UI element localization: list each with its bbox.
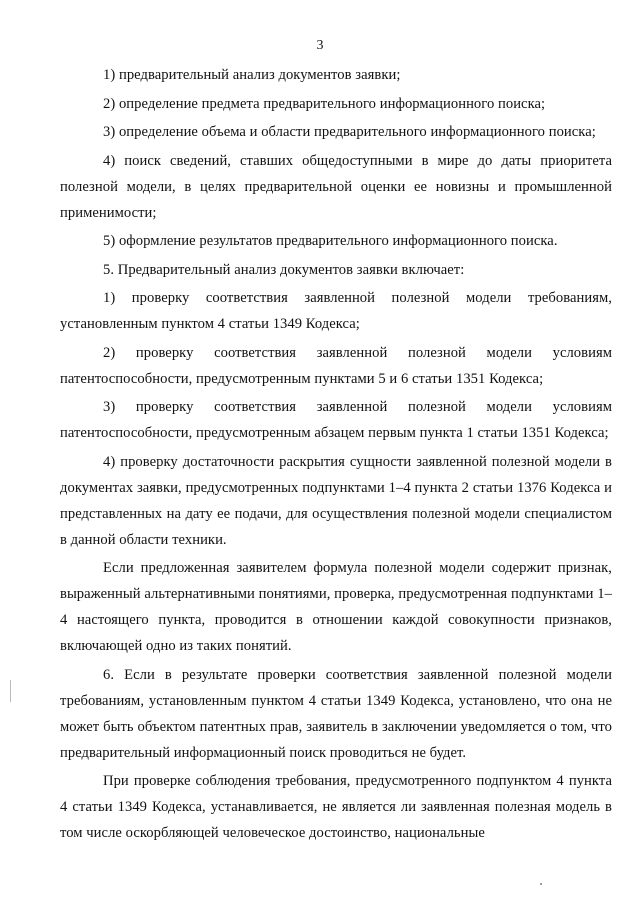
paragraph-1: 1) предварительный анализ документов заявки;	[103, 67, 401, 83]
paragraph-12: 6. Если в результате проверки соответствия заявленной полезной модели требованиям, установленным пунктом 4 статьи 1349 Кодекса, установлено, что она не может быть объектом патентных прав, заявитель в заключении уведомляется о том, что предварительный информационный поиск проводиться не будет.	[60, 666, 612, 761]
scan-speck	[540, 883, 542, 885]
paragraph-10: 4) проверку достаточности раскрытия сущности заявленной полезной модели в документах заявки, предусмотренных подпунктами 1–4 пункта 2 статьи 1376 Кодекса и представленных на дату ее подачи, для осуществления полезной модели специалистом в данной области техники.	[60, 453, 612, 548]
document-body	[60, 62, 612, 849]
paragraph-6: 5. Предварительный анализ документов заявки включает:	[103, 261, 465, 278]
scan-margin-mark	[10, 680, 11, 702]
paragraph-8: 2) проверку соответствия заявленной полезной модели условиям патентоспособности, предусмотренным пунктами 5 и 6 статьи 1351 Кодекса;	[60, 344, 612, 387]
paragraph-13: При проверке соблюдения требования, предусмотренного подпунктом 4 пункта 4 статьи 1349 Кодекса, устанавливается, не является ли заявленная полезная модель в том числе оскорбляющей человеческое достоинство, национальные	[60, 773, 612, 841]
paragraph-11: Если предложенная заявителем формула полезной модели содержит признак, выраженный альтернативными понятиями, проверка, предусмотренная подпунктами 1–4 настоящего пункта, проводится в отношении каждой совокупности признаков, включающей одно из таких понятий.	[60, 560, 612, 654]
paragraph-5: 5) оформление результатов предварительного информационного поиска.	[103, 233, 558, 249]
paragraph-9: 3) проверку соответствия заявленной полезной модели условиям патентоспособности, предусмотренным абзацем первым пункта 1 статьи 1351 Кодекса;	[60, 399, 612, 441]
page-number: 3	[316, 38, 324, 53]
paragraph-7: 1) проверку соответствия заявленной полезной модели требованиям, установленным пунктом 4 статьи 1349 Кодекса;	[60, 290, 612, 332]
paragraph-4: 4) поиск сведений, ставших общедоступными в мире до даты приоритета полезной модели, в целях предварительной оценки ее новизны и промышленной применимости;	[60, 152, 612, 221]
paragraph-2: 2) определение предмета предварительного информационного поиска;	[103, 95, 546, 112]
paragraph-3: 3) определение объема и области предварительного информационного поиска;	[103, 124, 596, 140]
